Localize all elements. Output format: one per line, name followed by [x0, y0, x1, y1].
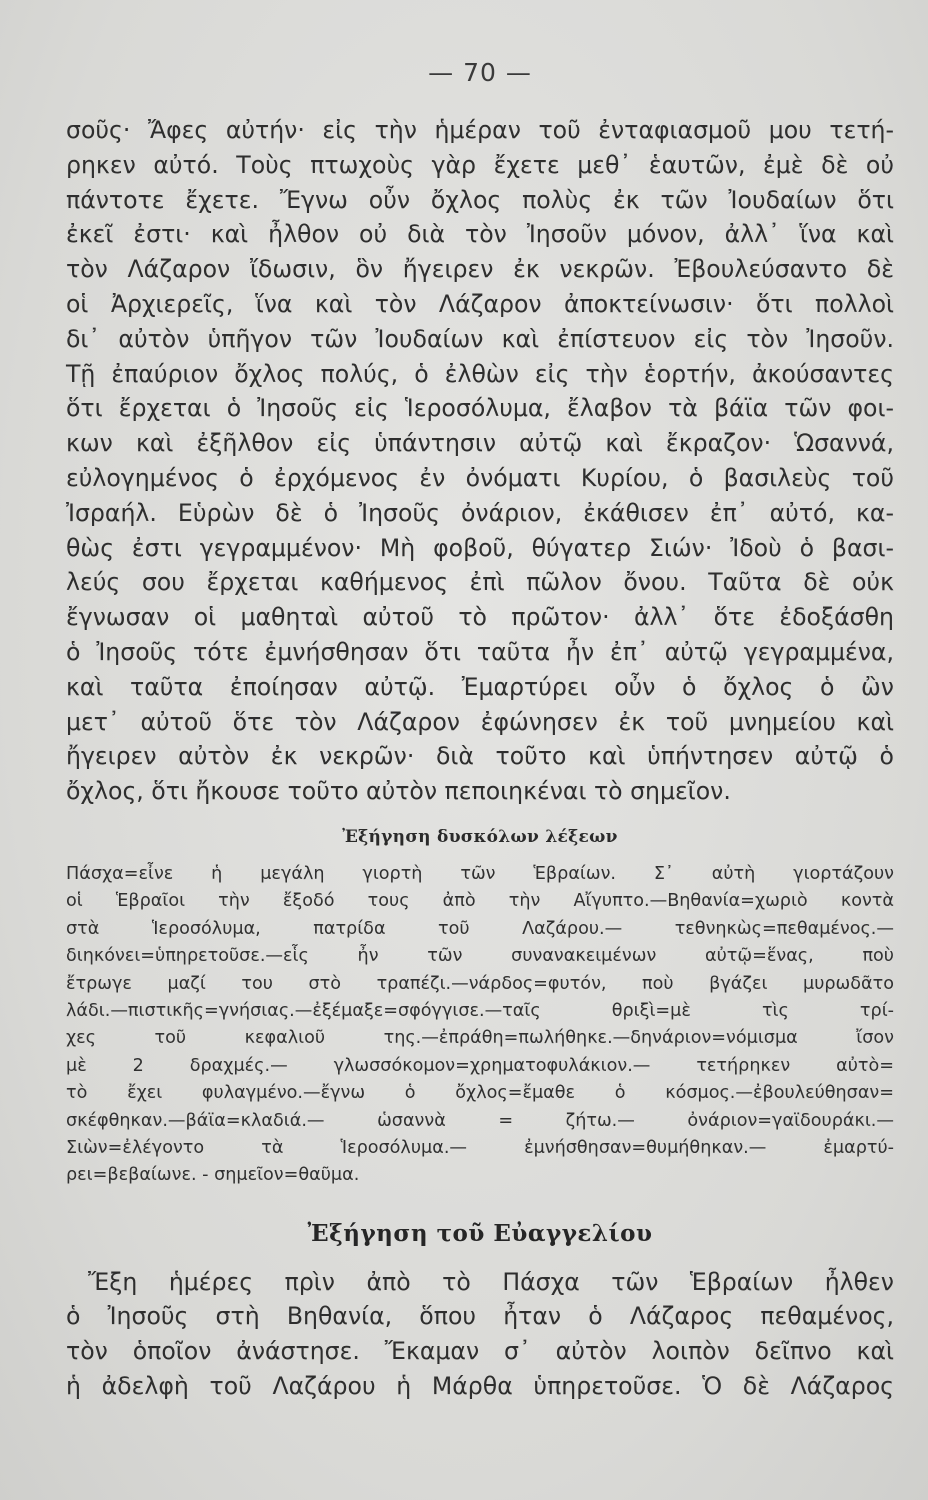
text-line: δι᾿ αὐτὸν ὑπῆγον τῶν Ἰουδαίων καὶ ἐπίστευον εἰς τὸν Ἰησοῦν.	[66, 324, 894, 353]
glossary-line: διηκόνει=ὑπηρετοῦσε.—εἷς ἦν τῶν συνανακειμένων αὐτῷ=ἕνας, ποὺ	[66, 946, 894, 967]
glossary-line: ἔτρωγε μαζί του στὸ τραπέζι.—νάρδος=φυτόν, ποὺ βγάζει μυρωδᾶτο	[66, 973, 894, 994]
explanation-text	[66, 1265, 894, 1403]
text-line: ὄχλος, ὅτι ἤκουσε τοῦτο αὐτὸν πεποιηκέναι τὸ σημεῖον.	[66, 777, 731, 806]
text-line: ἐκεῖ ἐστι· καὶ ἦλθον οὐ διὰ τὸν Ἰησοῦν μόνον, ἀλλ᾿ ἵνα καὶ	[66, 220, 894, 249]
glossary-line: μὲ 2 δραχμές.— γλωσσόκομον=χρηματοφυλάκιον.— τετήρηκεν αὐτὸ=	[66, 1055, 894, 1076]
glossary-line: ρει=βεβαίωνε. - σημεῖον=θαῦμα.	[66, 1165, 360, 1186]
glossary-line: Πάσχα=εἶνε ἡ μεγάλη γιορτὴ τῶν Ἑβραίων. Σ᾿ αὐτὴ γιορτάζουν	[66, 863, 894, 884]
glossary-line: χες τοῦ κεφαλιοῦ της.—ἐπράθη=πωλήθηκε.—δηνάριον=νόμισμα ἴσον	[66, 1028, 894, 1049]
gospel-text	[66, 113, 894, 809]
explanation-line: τὸν ὁποῖον ἀνάστησε. Ἔκαμαν σ᾿ αὐτὸν λοιπὸν δεῖπνο καὶ	[66, 1337, 894, 1365]
text-line: κων καὶ ἐξῆλθον εἰς ὑπάντησιν αὐτῷ καὶ ἔκραζον· Ὡσαννά,	[66, 429, 894, 458]
text-line: ἔγνωσαν οἱ μαθηταὶ αὐτοῦ τὸ πρῶτον· ἀλλ᾿ ὅτε ἐδοξάσθη	[66, 603, 894, 632]
page-number: — 70 —	[428, 58, 532, 87]
text-line: θὼς ἐστι γεγραμμένον· Μὴ φοβοῦ, θύγατερ Σιών· Ἰδοὺ ὁ βασι-	[66, 533, 894, 562]
glossary-line: Σιὼν=ἐλέγοντο τὰ Ἱεροσόλυμα.— ἐμνήσθησαν=θυμήθηκαν.— ἐμαρτύ-	[66, 1138, 894, 1158]
text-line: πάντοτε ἔχετε. Ἔγνω οὖν ὄχλος πολὺς ἐκ τῶν Ἰουδαίων ὅτι	[66, 185, 894, 214]
text-line: μετ᾿ αὐτοῦ ὅτε τὸν Λάζαρον ἐφώνησεν ἐκ τοῦ μνημείου καὶ	[66, 707, 894, 736]
glossary-line: λάδι.—πιστικῆς=γνήσιας.—ἐξέμαξε=σφόγγισε.—ταῖς θριξὶ=μὲ τὶς τρί-	[66, 1000, 894, 1021]
text-line: Ἰσραήλ. Εὑρὼν δὲ ὁ Ἰησοῦς ὀνάριον, ἐκάθισεν ἐπ᾿ αὐτό, κα-	[66, 498, 894, 527]
glossary	[66, 861, 894, 1190]
glossary-line: σκέφθηκαν.—βάϊα=κλαδιά.— ὡσαννὰ = ζήτω.— ὀνάριον=γαϊδουράκι.—	[66, 1110, 894, 1131]
glossary-line: τὸ ἔχει φυλαγμένο.—ἔγνω ὁ ὄχλος=ἔμαθε ὁ κόσμος.—ἐβουλεύθησαν=	[66, 1083, 894, 1104]
glossary-line: στὰ Ἱεροσόλυμα, πατρίδα τοῦ Λαζάρου.— τεθνηκὼς=πεθαμένος.—	[66, 918, 894, 939]
text-line: εὐλογημένος ὁ ἐρχόμενος ἐν ὀνόματι Κυρίου, ὁ βασιλεὺς τοῦ	[66, 463, 894, 492]
explanation-heading: Ἐξήγηση τοῦ Εὐαγγελίου	[307, 1219, 653, 1247]
explanation-line: ἡ ἀδελφὴ τοῦ Λαζάρου ἡ Μάρθα ὑπηρετοῦσε. Ὁ δὲ Λάζαρος	[66, 1371, 894, 1400]
glossary-heading: Ἐξήγηση δυσκόλων λέξεων	[342, 826, 618, 847]
text-line: ὅτι ἔρχεται ὁ Ἰησοῦς εἰς Ἱεροσόλυμα, ἔλαβον τὰ βάϊα τῶν φοι-	[66, 394, 894, 423]
text-line: Τῇ ἐπαύριον ὄχλος πολύς, ὁ ἐλθὼν εἰς τὴν ἑορτήν, ἀκούσαντες	[66, 359, 894, 388]
text-line: οἱ Ἀρχιερεῖς, ἵνα καὶ τὸν Λάζαρον ἀποκτείνωσιν· ὅτι πολλοὶ	[66, 289, 894, 318]
text-line: σοῦς· Ἄφες αὐτήν· εἰς τὴν ἡμέραν τοῦ ἐνταφιασμοῦ μου τετή-	[66, 116, 894, 144]
text-line: καὶ ταῦτα ἐποίησαν αὐτῷ. Ἐμαρτύρει οὖν ὁ ὄχλος ὁ ὢν	[66, 672, 894, 701]
text-line: ἤγειρεν αὐτὸν ἐκ νεκρῶν· διὰ τοῦτο καὶ ὑπήντησεν αὐτῷ ὁ	[66, 742, 894, 771]
explanation-line: Ἔξη ἡμέρες πρὶν ἀπὸ τὸ Πάσχα τῶν Ἑβραίων ἦλθεν	[88, 1267, 894, 1296]
explanation-line: ὁ Ἰησοῦς στὴ Βηθανία, ὅπου ἦταν ὁ Λάζαρος πεθαμένος,	[66, 1302, 894, 1331]
text-line: ρηκεν αὐτό. Τοὺς πτωχοὺς γὰρ ἔχετε μεθ᾿ ἑαυτῶν, ἐμὲ δὲ οὐ	[66, 150, 894, 179]
text-line: τὸν Λάζαρον ἴδωσιν, ὃν ἤγειρεν ἐκ νεκρῶν. Ἐβουλεύσαντο δὲ	[66, 255, 894, 284]
glossary-line: οἱ Ἑβραῖοι τὴν ἔξοδό τους ἀπὸ τὴν Αἴγυπτο.—Βηθανία=χωριὸ κοντὰ	[66, 891, 894, 912]
text-line: ὁ Ἰησοῦς τότε ἐμνήσθησαν ὅτι ταῦτα ἦν ἐπ᾿ αὐτῷ γεγραμμένα,	[66, 637, 894, 666]
text-line: λεύς σου ἔρχεται καθήμενος ἐπὶ πῶλον ὄνου. Ταῦτα δὲ οὐκ	[66, 568, 894, 597]
